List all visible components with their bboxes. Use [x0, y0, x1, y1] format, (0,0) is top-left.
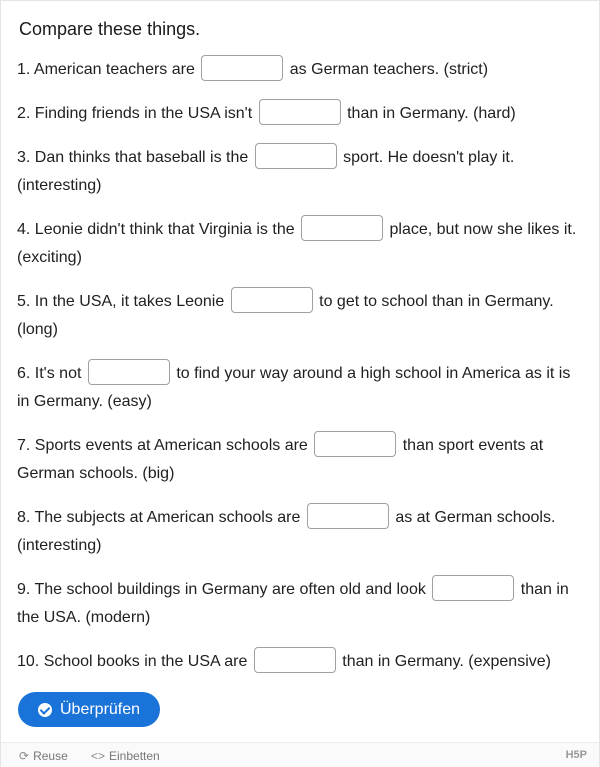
answer-input-3[interactable]	[255, 143, 337, 169]
check-button[interactable]	[18, 692, 160, 727]
question-text: as at German schools. (interesting)	[17, 509, 556, 554]
question-4	[17, 216, 587, 272]
reuse-icon: ⟳	[19, 749, 30, 763]
question-text: place, but now she likes it. (exciting)	[17, 221, 577, 266]
question-text: 2. Finding friends in the USA isn't	[17, 105, 253, 122]
question-text: as German teachers. (strict)	[289, 61, 489, 78]
question-text: 5. In the USA, it takes Leonie	[17, 293, 225, 310]
question-text: than in the USA. (modern)	[17, 581, 569, 626]
question-3	[17, 144, 587, 200]
question-text: 4. Leonie didn't think that Virginia is the	[17, 221, 295, 238]
question-text: than sport events at German schools. (big)	[17, 437, 544, 482]
task-title: Compare these things.	[19, 19, 201, 39]
question-text: 1. American teachers are	[17, 61, 195, 78]
h5p-logo[interactable]: H5P	[565, 749, 587, 761]
answer-input-1[interactable]	[201, 55, 283, 81]
question-6	[17, 360, 587, 416]
question-text: than in Germany. (hard)	[347, 105, 516, 122]
question-text: to get to school than in Germany. (long)	[17, 293, 554, 338]
check-button-label: Überprüfen	[60, 700, 141, 718]
question-text: 8. The subjects at American schools are	[17, 509, 301, 526]
answer-input-7[interactable]	[314, 431, 396, 457]
reuse-link[interactable]	[19, 749, 68, 763]
question-1	[17, 56, 587, 84]
question-text: sport. He doesn't play it. (interesting)	[17, 149, 515, 194]
question-text: 6. It's not	[17, 365, 82, 382]
question-list	[17, 56, 587, 692]
question-text: 10. School books in the USA are	[17, 653, 248, 670]
question-8	[17, 504, 587, 560]
answer-input-2[interactable]	[259, 99, 341, 125]
question-7	[17, 432, 587, 488]
embed-label: Einbetten	[109, 749, 160, 763]
question-text: than in Germany. (expensive)	[342, 653, 551, 670]
question-9	[17, 576, 587, 632]
answer-input-8[interactable]	[307, 503, 389, 529]
reuse-label: Reuse	[33, 749, 68, 763]
question-text: 7. Sports events at American schools are	[17, 437, 308, 454]
answer-input-10[interactable]	[254, 647, 336, 673]
footer-bar	[1, 742, 599, 767]
embed-link[interactable]	[91, 749, 160, 763]
question-5	[17, 288, 587, 344]
embed-code-icon: <>	[91, 749, 106, 763]
question-2	[17, 100, 587, 128]
question-10	[17, 648, 587, 676]
answer-input-9[interactable]	[432, 575, 514, 601]
answer-input-4[interactable]	[301, 215, 383, 241]
question-text: 3. Dan thinks that baseball is the	[17, 149, 249, 166]
answer-input-5[interactable]	[231, 287, 313, 313]
check-circle-icon	[38, 703, 52, 717]
answer-input-6[interactable]	[88, 359, 170, 385]
question-text: to find your way around a high school in America as it is in Germany. (easy)	[17, 365, 571, 410]
question-text: 9. The school buildings in Germany are often old and look	[17, 581, 426, 598]
